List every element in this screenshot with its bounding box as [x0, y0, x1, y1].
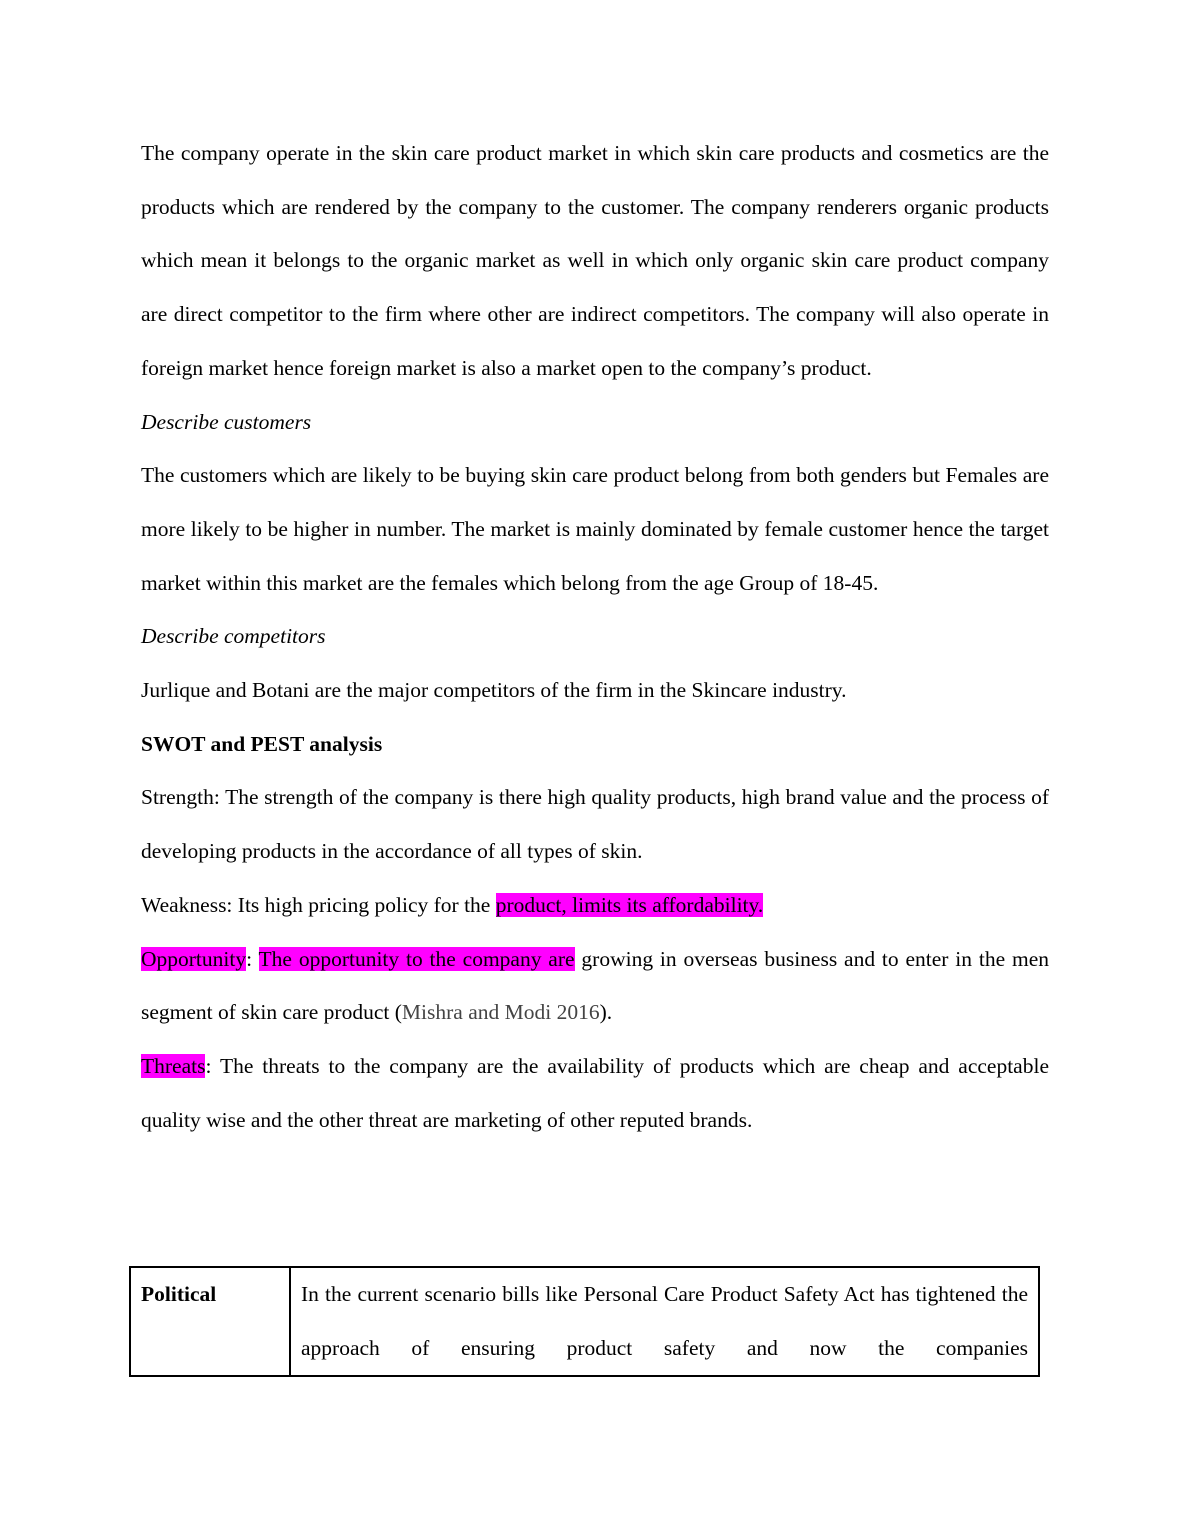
weakness-paragraph	[141, 879, 1049, 933]
pest-row-political	[130, 1267, 1039, 1376]
opportunity-paragraph	[141, 933, 1049, 1040]
threats-label: Threats	[141, 1053, 206, 1078]
swot-heading: SWOT and PEST analysis	[141, 731, 383, 756]
opportunity-label: Opportunity	[141, 946, 247, 971]
competitors-paragraph: Jurlique and Botani are the major competitors of the firm in the Skincare industry.	[141, 678, 847, 703]
customers-heading: Describe customers	[141, 409, 312, 434]
customers-paragraph: The customers which are likely to be buying skin care product belong from both genders but Females are more likely to be higher in number. The market is mainly dominated by female customer hence the target market within this market are the females which belong from the age Group of 18-45.	[141, 463, 1049, 595]
opportunity-text: growing in overseas business and to enter in the men segment of skin care product (	[141, 946, 1049, 1025]
weakness-highlight: product, limits its affordability.	[495, 892, 764, 917]
weakness-text: Weakness: Its high pricing policy for the	[141, 892, 496, 917]
opportunity-end: ).	[599, 1000, 613, 1025]
threats-text: : The threats to the company are the availability of products which are cheap and acceptable quality wise and the other threat are marketing of other reputed brands.	[141, 1053, 1049, 1132]
threats-paragraph	[141, 1040, 1049, 1147]
opportunity-highlight: The opportunity to the company are	[258, 946, 575, 971]
pest-label-political: Political	[130, 1267, 290, 1376]
opportunity-colon: :	[246, 946, 259, 971]
competitors-heading: Describe competitors	[141, 624, 326, 649]
pest-text-political: In the current scenario bills like Personal Care Product Safety Act has tightened the approach of ensuring product safety and now the companies	[290, 1267, 1039, 1376]
opportunity-citation: Mishra and Modi 2016	[401, 1000, 600, 1025]
strength-paragraph: Strength: The strength of the company is there high quality products, high brand value and the process of developing products in the accordance of all types of skin.	[141, 785, 1049, 864]
pest-table	[129, 1266, 1040, 1377]
market-paragraph: The company operate in the skin care product market in which skin care products and cosmetics are the products which are rendered by the company to the customer. The company renderers organic products which mean it belongs to the organic market as well in which only organic skin care product company are direct competitor to the firm where other are indirect competitors. The company will also operate in foreign market hence foreign market is also a market open to the company’s product.	[141, 141, 1049, 380]
